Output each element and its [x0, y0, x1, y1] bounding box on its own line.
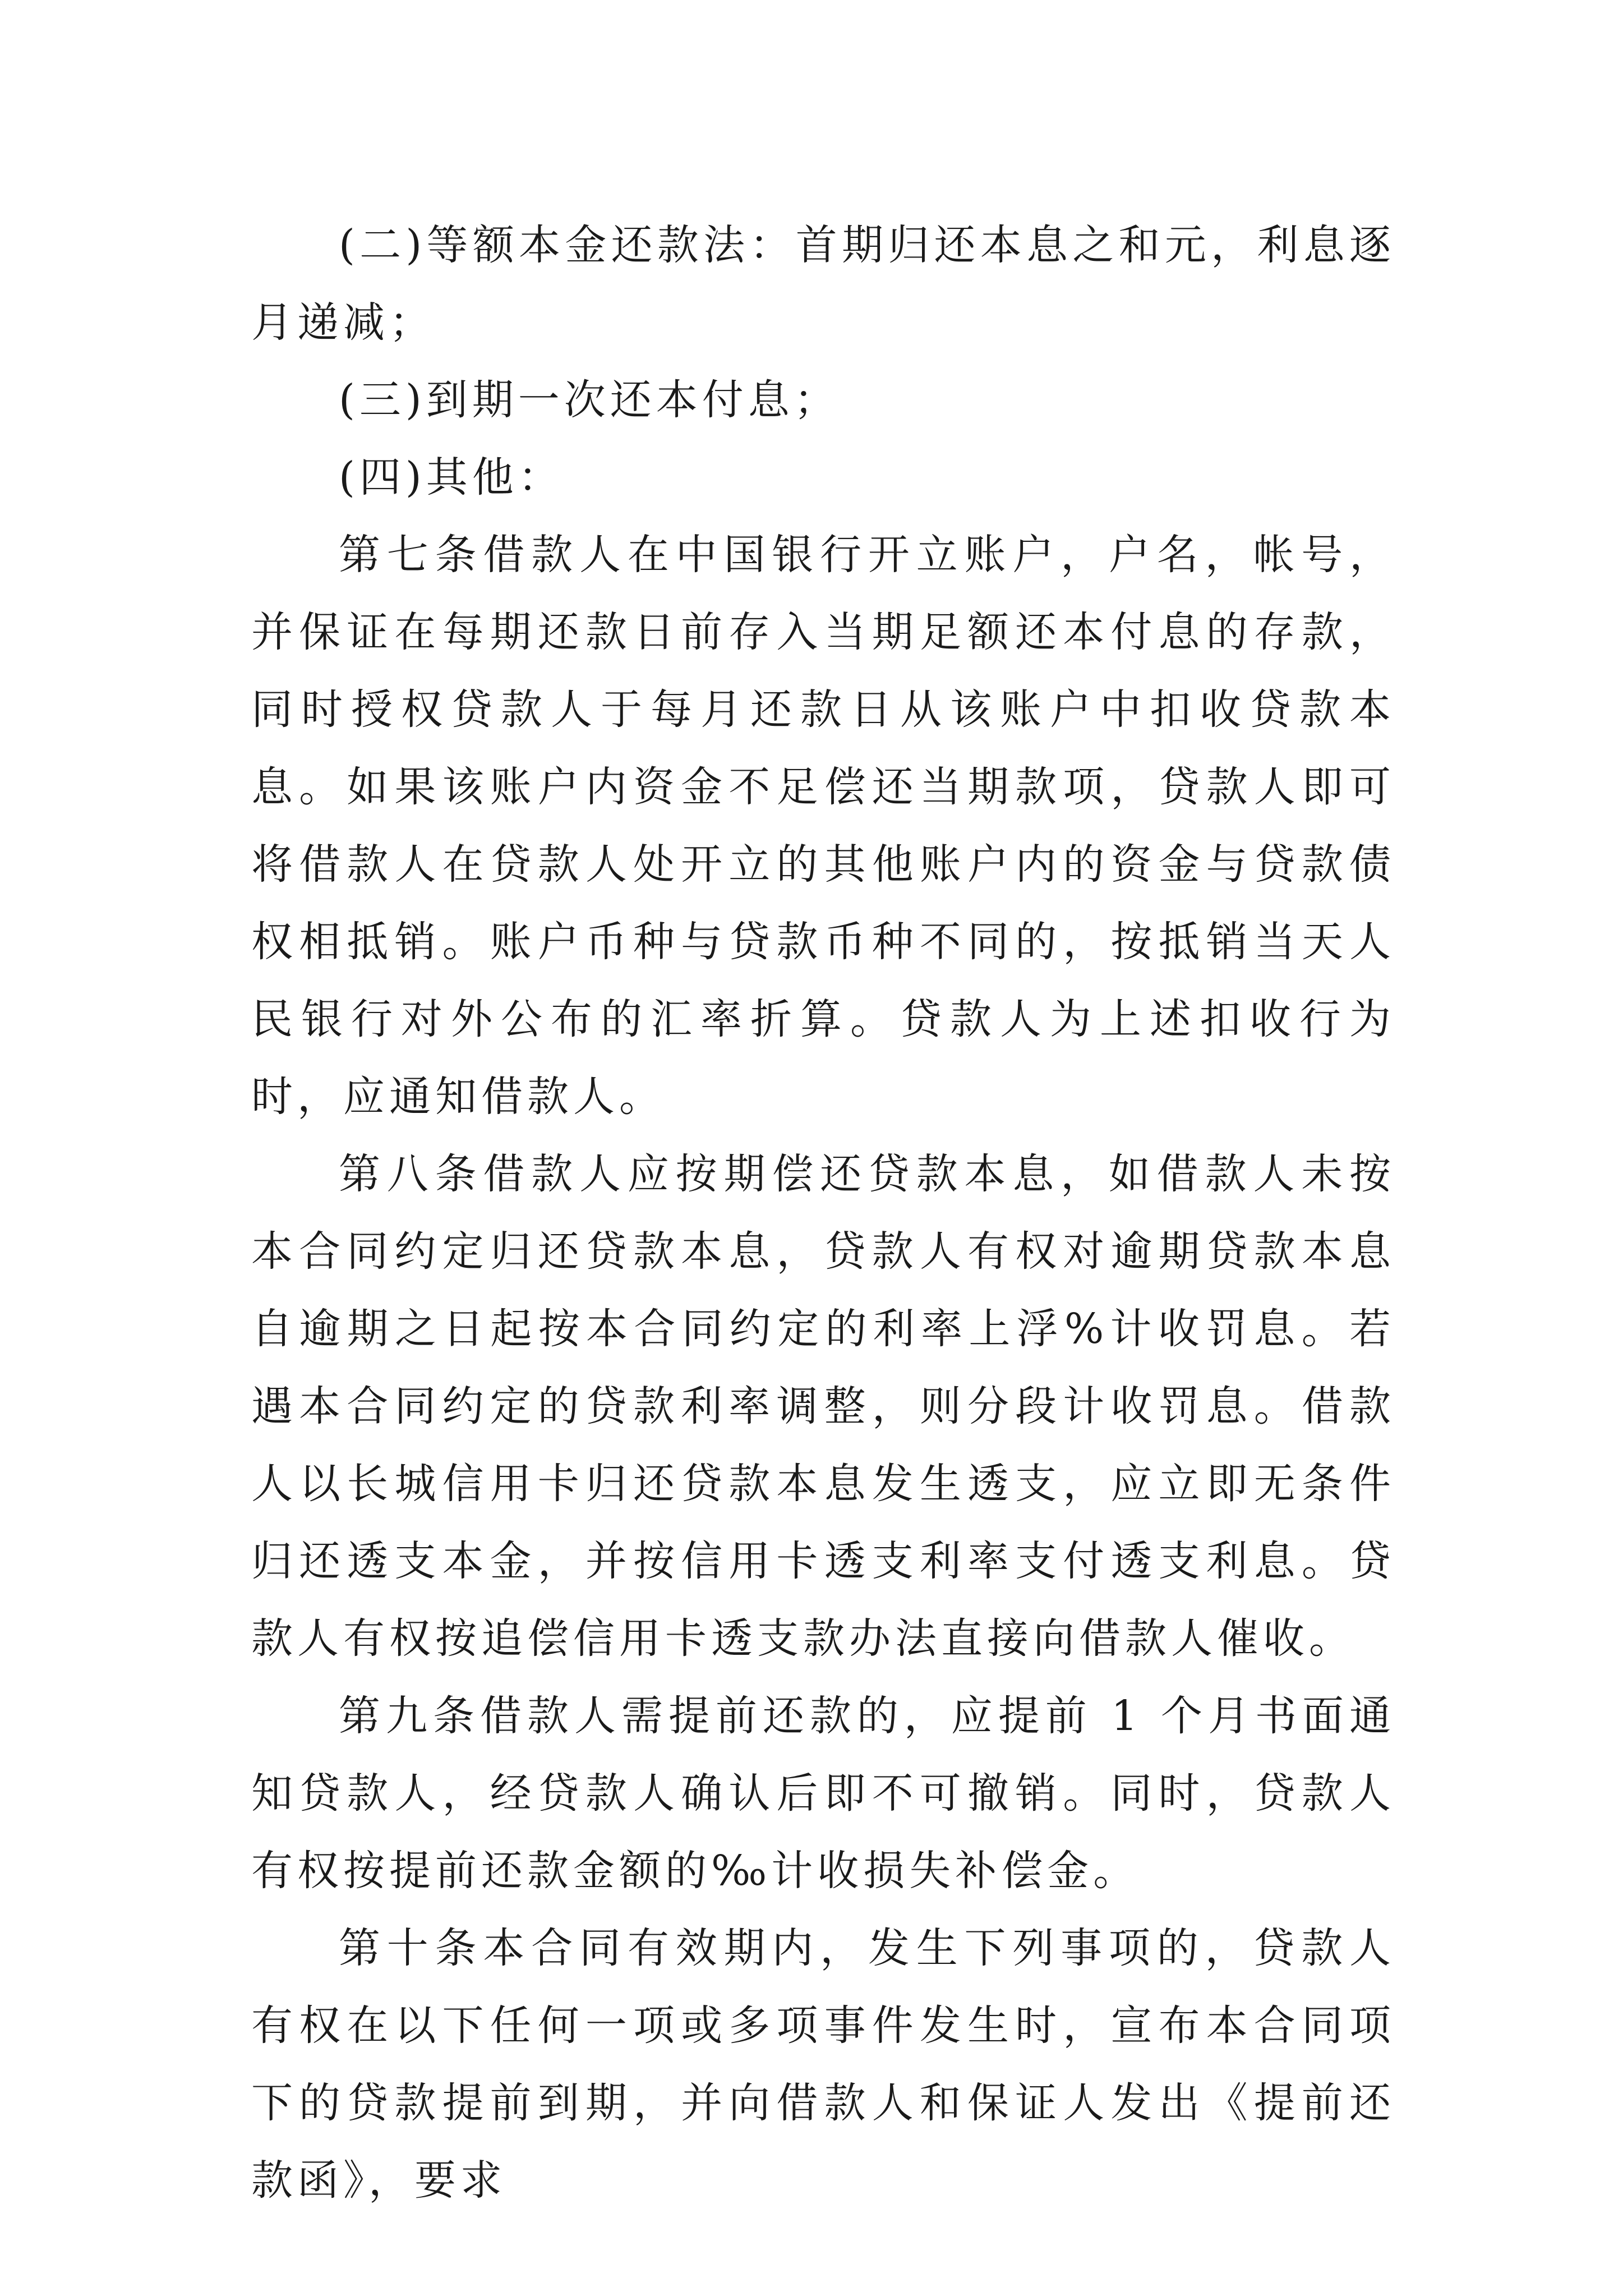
paragraph-article-8: 第八条借款人应按期偿还贷款本息，如借款人未按本合同约定归还贷款本息，贷款人有权对逾期贷款本息自逾期之日起按本合同约定的利率上浮%计收罚息。若遇本合同约定的贷款利率调整，则分段计收罚息。借款人以长城信用卡归还贷款本息发生透支，应立即无条件归还透支本金，并按信用卡透支利率支付透支利息。贷款人有权按追偿信用卡透支款办法直接向借款人催收。 [251, 1150, 1395, 1663]
paragraph-repayment-method-2: (二)等额本金还款法：首期归还本息之和元，利息逐月递减； [251, 221, 1395, 347]
paragraph-repayment-method-4: (四)其他： [339, 453, 564, 501]
document-body [251, 206, 1395, 2219]
paragraph-article-9: 第九条借款人需提前还款的，应提前 1 个月书面通知贷款人，经贷款人确认后即不可撤销。同时，贷款人有权按提前还款金额的‰计收损失补偿金。 [251, 1692, 1395, 1895]
paragraph-article-7: 第七条借款人在中国银行开立账户，户名，帐号，并保证在每期还款日前存入当期足额还本付息的存款，同时授权贷款人于每月还款日从该账户中扣收贷款本息。如果该账户内资金不足偿还当期款项，贷款人即可将借款人在贷款人处开立的其他账户内的资金与贷款债权相抵销。账户币种与贷款币种不同的，按抵销当天人民银行对外公布的汇率折算。贷款人为上述扣收行为时，应通知借款人。 [251, 531, 1395, 1121]
paragraph-article-10: 第十条本合同有效期内，发生下列事项的，贷款人有权在以下任何一项或多项事件发生时，宣布本合同项下的贷款提前到期，并向借款人和保证人发出《提前还款函》，要求 [251, 1924, 1395, 2205]
paragraph-repayment-method-3: (三)到期一次还本付息； [339, 376, 840, 424]
